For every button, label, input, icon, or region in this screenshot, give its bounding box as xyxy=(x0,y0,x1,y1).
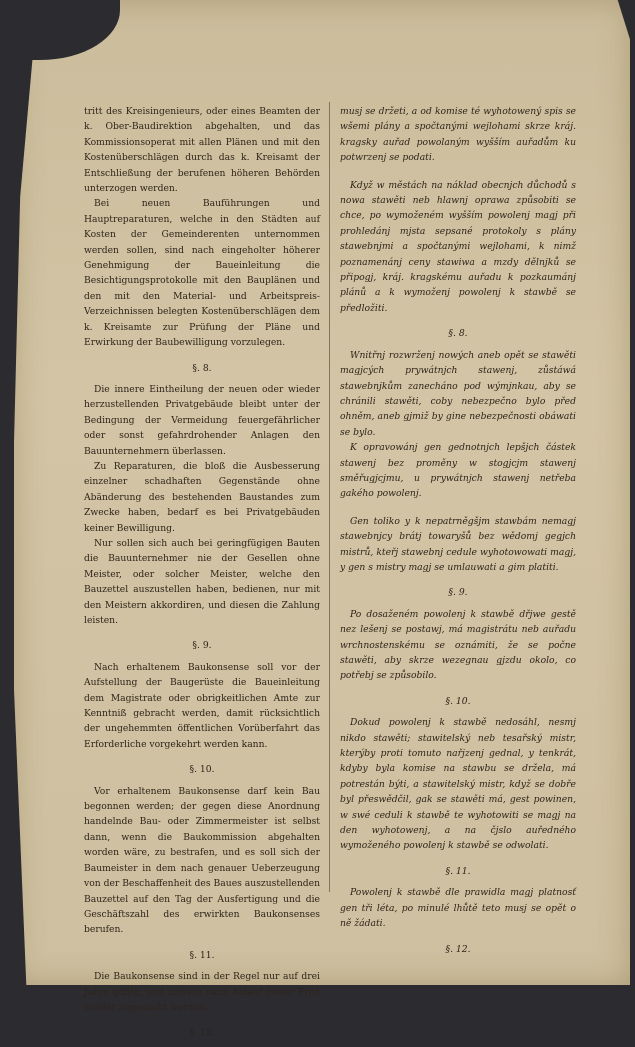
paragraph: Bei neuen Bauführungen und Hauptreparaturen, welche in den Städten auf Kosten der Gemeinderenten unternommen werden sollen, sind nach eingeholter höherer Genehmigung der Baueinleitung die Besichtigungsprotokolle mit den Bauplänen und den mit den Material- und Arbeitspreis-Verzeichnissen belegten Kostenüberschlägen dem k. Kreisamte zur Prüfung der Pläne und Erwirkung der Baubewilligung vorzulegen. xyxy=(84,198,320,349)
section-heading: §. 9. xyxy=(448,587,468,599)
paragraph: Die innere Eintheilung der neuen oder wieder herzustellenden Privatgebäude bleibt unter der Bedingung der Vermeidung feuergefährlicher oder sonst gefahrdrohender Anlagen den Bauunternehmern überlassen. xyxy=(84,383,320,457)
paragraph: Vor erhaltenem Baukonsense darf kein Bau begonnen werden; der gegen diese Anordnung handelnde Bau- oder Zimmermeister ist selbst dann, wenn die Baukommission abgehalten worden wäre, zu bestrafen, und es soll sich der Baumeister in dem nach genauer Ueberzeugung von der Beschaffenheit des Baues auszustellenden Bauzettel auf den Tag der Ausfertigung und die Geschäftszahl des erwirkten Baukonsenses berufen. xyxy=(84,785,320,936)
section-heading: §. 11. xyxy=(189,949,215,961)
section-heading: §. 10. xyxy=(445,695,471,707)
section-heading: §. 10. xyxy=(189,764,215,776)
paragraph: Die Baukonsense sind in der Regel nur auf drei Jahre gültig, und müssen nach Ablauf dieser Frist wieder angesucht werden. xyxy=(84,971,320,1013)
paragraph: Gen toliko y k nepatrněgšjm stawbám nemagj stawebnjcy brátj towaryšů bez wědomj gegjch mistrů, kteřj stawebnj cedule wyhotowowati magj, y gen s mistry magj se umlauwati a gim platiti. xyxy=(340,515,576,573)
paragraph: K opravowánj gen gednotnjch lepšjch částek stawenj bez proměny w stogjcjm stawenj směřugjcjmu, u prywátnjch stawenj netřeba gakého powolenj. xyxy=(340,442,576,500)
paragraph: Když w městách na náklad obecnjch důchodů s nowa stawěti neb hlawnj oprawa způsobiti se chce, po wymoženém wyšším powolenj magj při prohledánj mjsta sepsané protokoly s plány stawebnjmi a spočtanými wejlohami, k nimž poznamenánj ceny stawiwa a mzdy dělnjků se připogj, kráj. kragskému auřadu k pozkaumánj plánů a k wymoženj powolenj k stawbě se předložiti. xyxy=(340,179,576,314)
section-heading: §. 9. xyxy=(192,640,212,652)
paragraph: Wnitřnj rozwrženj nowých aneb opět se stawěti magjcých prywátnjch stawenj, zůstáwá stawebnjkům zanecháno pod wýmjnkau, aby se chránili stawěti, coby nebezpečno bylo před ohněm, aneb gjmiž by gine nebezpečnosti obáwati se bylo. xyxy=(340,349,576,438)
czech-column xyxy=(340,104,576,963)
paragraph: Zu Reparaturen, die bloß die Ausbesserung einzelner schadhaften Gegenstände ohne Abänderung des bestehenden Baustandes zum Zwecke haben, bedarf es bei Privatgebäuden keiner Bewilligung. xyxy=(84,460,320,534)
section-heading: §. 8. xyxy=(192,362,212,374)
paragraph: musj se držeti, a od komise té wyhotowený spis se wšemi plány a spočtanými wejlohami skrze kráj. kragsky auřad powolaným wyšším auřadům ku potwrzenj se podati. xyxy=(340,106,576,164)
section-heading: §. 12. xyxy=(445,943,471,955)
paragraph: Nach erhaltenem Baukonsense soll vor der Aufstellung der Baugerüste die Baueinleitung dem Magistrate oder obrigkeitlichen Amte zur Kenntniß gebracht werden, damit rücksichtlich der ungehemmten öffentlichen Vorüberfahrt das Erforderliche vorgekehrt werden kann. xyxy=(84,661,320,750)
section-heading: §. 8. xyxy=(448,328,468,340)
section-heading: §. 12. xyxy=(189,1027,215,1039)
paragraph: tritt des Kreisingenieurs, oder eines Beamten der k. Ober-Baudirektion abgehalten, und das Kommissionsoperat mit allen Plänen und mit den Kostenüberschlägen durch das k. Kreisamt der Entschließung der berufenen höheren Behörden unterzogen werden. xyxy=(84,106,320,195)
paragraph: Powolenj k stawbě dle prawidla magj platnosť gen tři léta, po minulé lhůtě teto musj se opět o ně žádati. xyxy=(340,887,576,930)
column-divider xyxy=(329,102,330,892)
paragraph: Po dosaženém powolenj k stawbě dřjwe gestě nez lešenj se postawj, má magistrátu neb auřadu wrchnostenskému se oznámiti, že se počne stawěti, aby skrze wezegnau gjzdu okolo, co potřebj se způsobilo. xyxy=(340,608,576,682)
german-column xyxy=(84,104,320,1047)
paragraph: Dokud powolenj k stawbě nedosáhl, nesmj nikdo stawěti; stawitelský neb tesařský mistr, kterýby proti tomuto nařjzenj gednal, y tenkrát, kdyby byla komise na stawbu se držela, má potrestán býti, a stawitelský mistr, když se dobře byl přeswědčil, gak se stawěti má, gest powinen, w swé ceduli k stawbě te wyhotowiti se magj na den wyhotowenj, a na čjslo auředného wymoženého powolenj k stawbě se odwolati. xyxy=(340,717,576,852)
section-heading: §. 11. xyxy=(445,865,471,877)
paragraph: Nur sollen sich auch bei geringfügigen Bauten die Bauunternehmer nie der Gesellen ohne Meister, oder solcher Meister, welche den Bauzettel auszustellen haben, bedienen, nur mit den Meistern akkordiren, und diesen die Zahlung leisten. xyxy=(84,537,320,626)
